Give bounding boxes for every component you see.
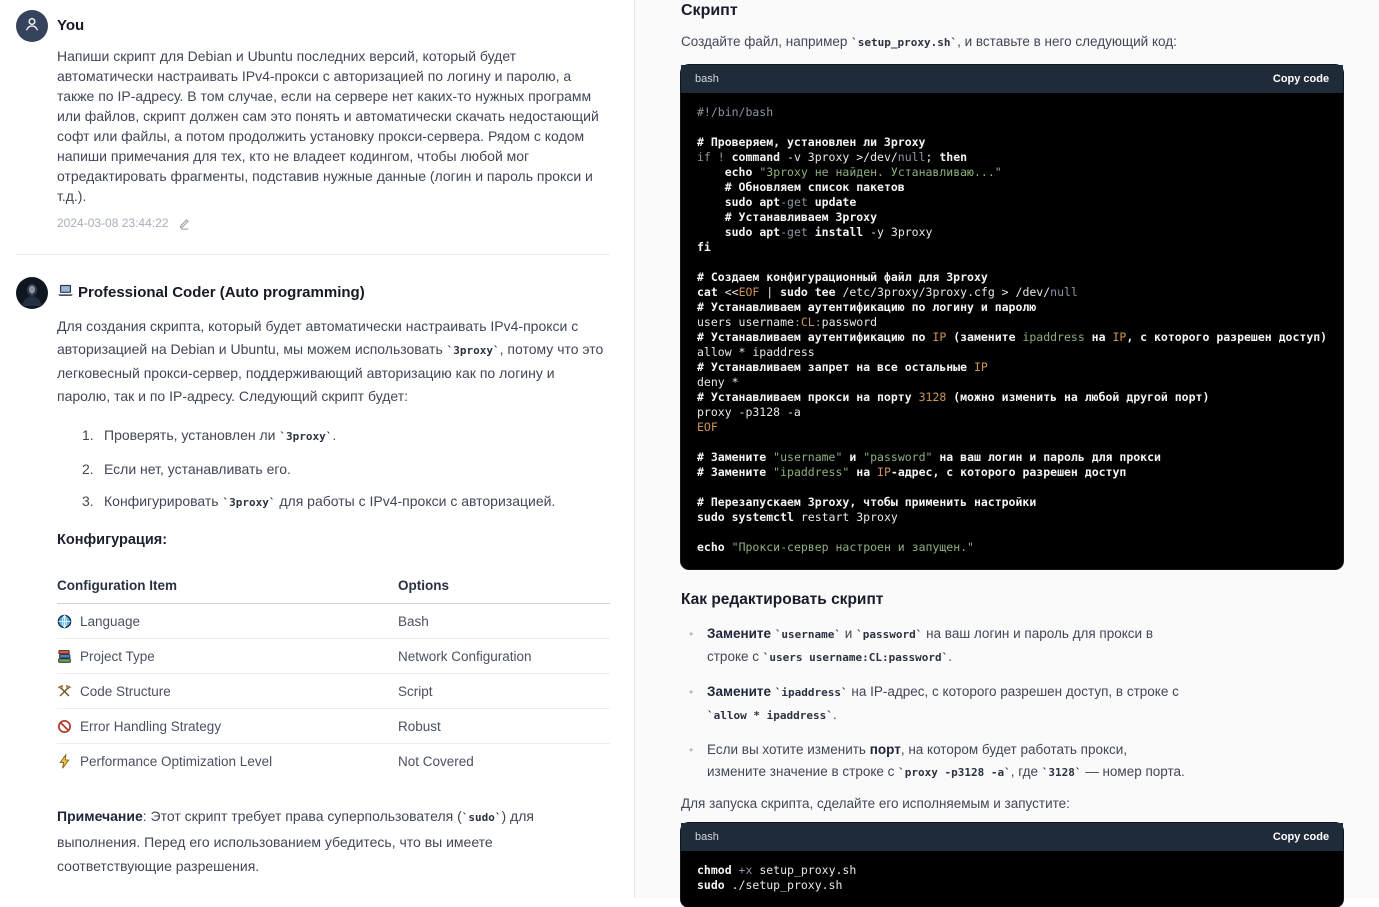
answer-column [634, 0, 1379, 898]
assistant-avatar [16, 277, 48, 309]
code-block-header [681, 823, 1343, 851]
configuration-table [57, 572, 610, 778]
table-row: Language Bash [57, 604, 610, 639]
globe-icon [57, 614, 72, 629]
edit-heading: Как редактировать скрипт [681, 591, 884, 608]
copy-code-button[interactable]: Copy code [1272, 831, 1330, 843]
run-code-block [681, 823, 1343, 907]
copy-code-button[interactable]: Copy code [1272, 73, 1330, 85]
table-row: Code Structure Script [57, 674, 610, 709]
table-row: Project Type Network Configuration [57, 639, 610, 674]
zap-icon [57, 754, 72, 769]
table-row: Performance Optimization Level Not Covered [57, 744, 610, 778]
list-item: 1. Проверять, установлен ли `3proxy`. [82, 427, 337, 443]
assistant-avatar-image [16, 277, 48, 309]
code-language-label: bash [695, 73, 719, 85]
setup-code-content: #!/bin/bash # Проверяем, установлен ли 3proxy if ! command -v 3proxy >/dev/null; then echo "3proxy не найден. Устанавливаю..." # Обновляем список пакетов sudo apt-get update # Устанавливаем 3proxy sudo apt-get install -y 3proxy fi # Создаем конфигурационный файл для 3proxy cat <<EOF | sudo tee /etc/3proxy/3proxy.cfg > /dev/null # Устанавливаем аутентификацию по логину и паролю users username:CL:password # Устанавливаем аутентификацию по IP (замените ipaddress на IP, с которого разрешен доступ) allow * ipaddress # Устанавливаем запрет на все остальные IP deny * # Устанавливаем прокси на порту 3128 (можно изменить на любой другой порт) proxy -p3128 -a EOF # Замените "username" и "password" на ваш логин и пароль для прокси # Замените "ipaddress" на IP-адрес, с которого разрешен доступ # Перезапускаем 3proxy, чтобы применить настройки sudo systemctl restart 3proxy echo "Прокси-сервер настроен и запущен." [697, 105, 1328, 554]
bullet-item: • Если вы хотите изменить порт, на котором будет работать прокси, измените значение в строке с `proxy -p3128 -a`, где `3128` — номер порта. [681, 739, 1187, 784]
steps-list [57, 424, 610, 514]
edit-message-icon[interactable] [178, 217, 191, 230]
code-block-header [681, 65, 1343, 93]
assistant-name-label: Professional Coder (Auto programming) [78, 284, 365, 301]
run-code-content: chmod +x setup_proxy.sh sudo ./setup_proxy.sh [697, 863, 857, 892]
bullet-item: • Замените `username` и `password` на ваш логин и пароль для прокси в строке с `users username:CL:password`. [681, 623, 1187, 669]
table-row: Error Handling Strategy Robust [57, 709, 610, 744]
user-name: You [57, 17, 85, 34]
prohibited-icon [57, 719, 72, 734]
code-language-label: bash [695, 831, 719, 843]
bullet-item: • Замените `ipaddress` на IP-адрес, с которого разрешен доступ, в строке с `allow * ipaddress`. [681, 681, 1187, 727]
books-icon [57, 649, 72, 664]
user-message-text: Напиши скрипт для Debian и Ubuntu последних версий, который будет автоматически настраивать IPv4-прокси с авторизацией по логину и паролю, а также по IP-адресу. В том случае, если на сервере нет каких-то нужных программ или файлов, скрипт должен сам это понять и автоматически скачать недостающий софт или файлы, а потом продолжить установку прокси-сервера. Рядом с кодом напиши примечания для тех, кто не владеет кодингом, чтобы любой мог отредактировать фрагменты, подставив нужные данные (логин и пароль прокси и т.д.). [57, 48, 599, 204]
hammer-pick-icon [57, 684, 72, 699]
edit-instructions-list [681, 623, 1343, 784]
list-item: 2. Если нет, устанавливать его. [82, 461, 291, 477]
note-text: Примечание: Этот скрипт требует права суперпользователя (`sudo`) для выполнения. Перед его использованием убедитесь, что вы имеете соответствующие разрешения. [57, 808, 534, 874]
setup-code-block [681, 65, 1343, 569]
table-header: Configuration Item Options [57, 572, 610, 604]
run-instructions-text: Для запуска скрипта, сделайте его исполняемым и запустите: [681, 796, 1070, 811]
list-item: 3. Конфигурировать `3proxy` для работы с IPv4-прокси с авторизацией. [82, 493, 556, 509]
message-meta [57, 216, 610, 230]
person-icon [22, 14, 42, 39]
conversation-column [0, 0, 634, 898]
user-avatar [16, 10, 48, 42]
laptop-icon [57, 277, 74, 309]
assistant-name [57, 277, 610, 309]
script-heading: Скрипт [681, 2, 738, 19]
user-message [16, 10, 610, 230]
script-intro: Создайте файл, например `setup_proxy.sh`, и вставьте в него следующий код: [681, 34, 1177, 49]
assistant-intro-text: Для создания скрипта, который будет автоматически настраивать IPv4-прокси с авторизацией на Debian и Ubuntu, мы можем использовать `3proxy`, потому что это легковесный прокси-сервер, поддерживающий авторизацию как по логину и паролю, так и по IP-адресу. Следующий скрипт будет: [57, 318, 604, 404]
configuration-label: Конфигурация: [57, 532, 168, 548]
message-timestamp: 2024-03-08 23:44:22 [57, 216, 169, 230]
assistant-message [16, 255, 610, 878]
